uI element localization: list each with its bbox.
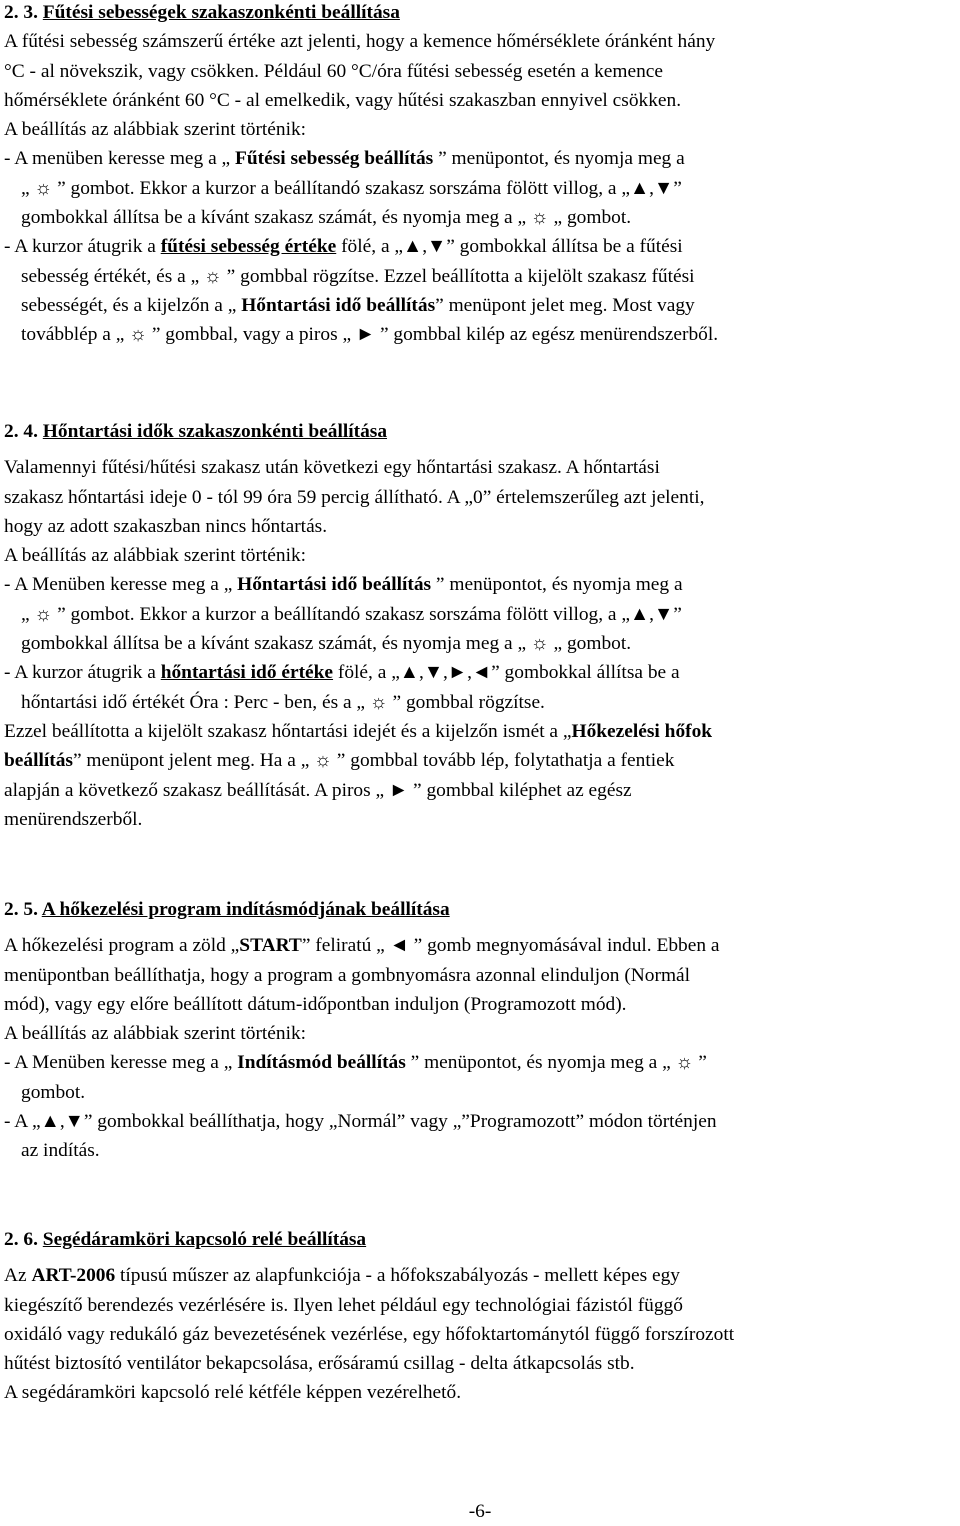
- text-segment: sebesség értékét, és a „ ☼ ” gombbal rögzítse. Ezzel beállította a kijelölt szakasz fűtési: [21, 265, 695, 287]
- section-heading: [4, 895, 956, 924]
- section-2-3: [4, 0, 956, 350]
- text-segment: - A menüben keresse meg a „: [4, 148, 235, 170]
- text-segment: hogy az adott szakaszban nincs hőntartás.: [4, 515, 328, 537]
- text-line: [4, 512, 956, 541]
- text-segment: az indítás.: [21, 1140, 100, 1162]
- text-line: [4, 262, 956, 291]
- text-segment: fölé, a „▲,▼” gombokkal állítsa be a fűtési: [336, 236, 683, 258]
- text-line: [4, 1078, 956, 1107]
- section-title: Hőntartási idők szakaszonkénti beállítása: [42, 421, 388, 442]
- text-line: [4, 776, 956, 805]
- text-line: [4, 1107, 956, 1136]
- text-segment: menürendszerből.: [4, 808, 143, 830]
- text-segment: ” menüpontot, és nyomja meg a: [435, 574, 683, 596]
- text-segment: fölé, a „▲,▼,►,◄” gombokkal állítsa be a: [333, 662, 680, 684]
- text-segment: - A Menüben keresse meg a „: [4, 574, 238, 596]
- text-segment: A hőkezelési program a zöld „: [4, 935, 240, 957]
- text-line: [4, 629, 956, 658]
- text-segment: „ ☼ ” gombot. Ekkor a kurzor a beállítandó szakasz sorszáma fölött villog, a „▲,▼”: [21, 177, 682, 199]
- text-segment: Az: [4, 1265, 32, 1287]
- text-segment: hőmérséklete óránként 60 °C - al emelkedik, vagy hűtési szakaszban ennyivel csökken.: [4, 89, 682, 111]
- emphasized-text: Fűtési sebesség beállítás: [235, 148, 439, 170]
- text-segment: ” feliratú „ ◄ ” gomb megnyomásával indul. Ebben a: [301, 935, 720, 957]
- text-segment: - A kurzor átugrik a: [4, 662, 161, 684]
- text-line: [4, 600, 956, 629]
- text-segment: Ezzel beállította a kijelölt szakasz hőntartási idejét és a kijelzőn ismét a „: [4, 720, 572, 742]
- section-body: [4, 27, 956, 349]
- text-line: [4, 1320, 956, 1349]
- text-segment: - A „▲,▼” gombokkal beállíthatja, hogy „Normál” vagy „”Programozott” módon történjen: [4, 1111, 717, 1133]
- page-number: -6-: [468, 1501, 492, 1522]
- emphasized-text: Hőkezelési hőfok: [571, 720, 713, 742]
- text-segment: A beállítás az alábbiak szerint történik:: [4, 119, 307, 141]
- text-segment: kiegészítő berendezés vezérlésére is. Ilyen lehet például egy technológiai fázistól függő: [4, 1294, 683, 1316]
- section-number: 2. 6.: [4, 1229, 38, 1250]
- emphasized-text: Hőntartási idő beállítás: [237, 574, 436, 596]
- text-segment: ” menüpont jelet meg. Most vagy: [435, 294, 695, 316]
- text-line: [4, 203, 956, 232]
- text-segment: ” menüpont jelent meg. Ha a „ ☼ ” gombbal tovább lép, folytathatja a fentiek: [72, 750, 675, 772]
- text-segment: Valamennyi fűtési/hűtési szakasz után következi egy hőntartási szakasz. A hőntartási: [4, 457, 660, 479]
- text-line: [4, 232, 956, 261]
- text-line: [4, 1048, 956, 1077]
- emphasized-text: ART-2006: [31, 1265, 116, 1287]
- text-segment: - A Menüben keresse meg a „: [4, 1052, 238, 1074]
- text-line: [4, 717, 956, 746]
- text-segment: szakasz hőntartási ideje 0 - tól 99 óra 59 percig állítható. A „0” értelemszerűleg azt jelenti,: [4, 486, 705, 508]
- text-line: [4, 1349, 956, 1378]
- text-segment: alapján a következő szakasz beállítását. A piros „ ► ” gombbal kiléphet az egész: [4, 779, 632, 801]
- text-line: [4, 746, 956, 775]
- text-segment: továbblép a „ ☼ ” gombbal, vagy a piros „ ► ” gombbal kilép az egész menürendszerből.: [21, 324, 719, 346]
- section-heading: [4, 1225, 956, 1254]
- text-line: [4, 115, 956, 144]
- emphasized-text: Hőntartási idő beállítás: [241, 294, 436, 316]
- text-line: [4, 931, 956, 960]
- text-line: [4, 174, 956, 203]
- text-line: [4, 483, 956, 512]
- section-number: 2. 4.: [4, 421, 38, 442]
- text-segment: A beállítás az alábbiak szerint történik:: [4, 1023, 307, 1045]
- emphasized-text: START: [239, 935, 302, 957]
- emphasized-text: beállítás: [4, 750, 73, 772]
- text-line: [4, 805, 956, 834]
- text-segment: hűtést biztosító ventilátor bekapcsolása, erősáramú csillag - delta átkapcsolás stb.: [4, 1353, 635, 1375]
- text-line: [4, 144, 956, 173]
- text-line: [4, 86, 956, 115]
- text-segment: sebességét, és a kijelzőn a „: [21, 294, 242, 316]
- text-segment: „ ☼ ” gombot. Ekkor a kurzor a beállítandó szakasz sorszáma fölött villog, a „▲,▼”: [21, 603, 682, 625]
- section-heading: [4, 0, 956, 27]
- text-segment: - A kurzor átugrik a: [4, 236, 161, 258]
- text-segment: oxidáló vagy redukáló gáz bevezetésének vezérlése, egy hőfoktartománytól függő forszírozott: [4, 1323, 735, 1345]
- text-segment: A fűtési sebesség számszerű értéke azt jelenti, hogy a kemence hőmérséklete óránként hány: [4, 31, 716, 53]
- text-segment: A segédáramköri kapcsoló relé kétféle képpen vezérelhető.: [4, 1382, 462, 1404]
- emphasized-text: Indításmód beállítás: [237, 1052, 411, 1074]
- text-line: [4, 1136, 956, 1165]
- section-body: [4, 453, 956, 834]
- text-line: [4, 1261, 956, 1290]
- text-segment: menüpontban beállíthatja, hogy a program a gombnyomásra azonnal elinduljon (Normál: [4, 964, 691, 986]
- text-line: [4, 541, 956, 570]
- text-segment: °C - al növekszik, vagy csökken. Például 60 °C/óra fűtési sebesség esetén a kemence: [4, 60, 663, 82]
- text-segment: gombot.: [21, 1081, 86, 1103]
- text-segment: A beállítás az alábbiak szerint történik:: [4, 545, 307, 567]
- text-line: [4, 570, 956, 599]
- text-line: [4, 291, 956, 320]
- text-line: [4, 990, 956, 1019]
- text-line: [4, 453, 956, 482]
- text-line: [4, 961, 956, 990]
- text-line: [4, 57, 956, 86]
- text-segment: ” menüpontot, és nyomja meg a „ ☼ ”: [410, 1052, 707, 1074]
- text-line: [4, 658, 956, 687]
- text-line: [4, 1291, 956, 1320]
- text-line: [4, 1378, 956, 1407]
- text-segment: gombokkal állítsa be a kívánt szakasz számát, és nyomja meg a „ ☼ „ gombot.: [21, 207, 632, 229]
- section-2-6: [4, 1225, 956, 1408]
- text-segment: típusú műszer az alapfunkciója - a hőfokszabályozás - mellett képes egy: [115, 1265, 680, 1287]
- section-number: 2. 3.: [4, 2, 38, 23]
- section-number: 2. 5.: [4, 899, 38, 920]
- emphasized-text: hőntartási idő értéke: [160, 662, 334, 684]
- text-segment: mód), vagy egy előre beállított dátum-időpontban induljon (Programozott mód).: [4, 993, 627, 1015]
- text-line: [4, 27, 956, 56]
- section-title: A hőkezelési program indításmódjának beállítása: [41, 899, 450, 920]
- section-body: [4, 1261, 956, 1407]
- text-line: [4, 1019, 956, 1048]
- text-line: [4, 688, 956, 717]
- text-segment: ” menüpontot, és nyomja meg a: [438, 148, 685, 170]
- section-title: Segédáramköri kapcsoló relé beállítása: [42, 1229, 367, 1250]
- section-heading: [4, 417, 956, 446]
- text-line: [4, 320, 956, 349]
- section-2-4: [4, 417, 956, 834]
- text-segment: hőntartási idő értékét Óra : Perc - ben, és a „ ☼ ” gombbal rögzítse.: [21, 691, 545, 713]
- section-2-5: [4, 895, 956, 1166]
- section-title: Fűtési sebességek szakaszonkénti beállítása: [42, 2, 400, 23]
- emphasized-text: fűtési sebesség értéke: [160, 236, 337, 258]
- section-body: [4, 931, 956, 1165]
- text-segment: gombokkal állítsa be a kívánt szakasz számát, és nyomja meg a „ ☼ „ gombot.: [21, 633, 632, 655]
